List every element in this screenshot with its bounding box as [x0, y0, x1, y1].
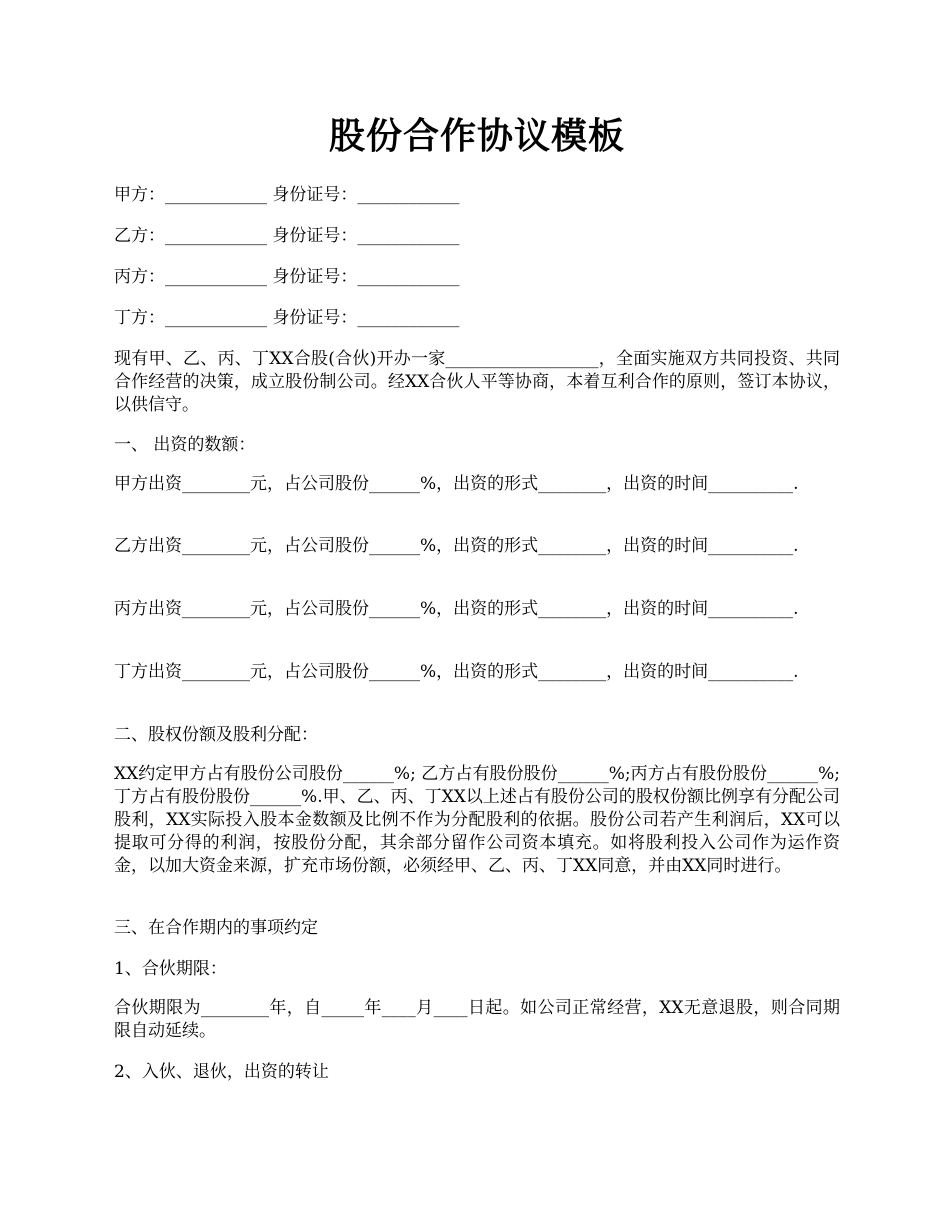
section-3-heading: 三、在合作期内的事项约定 [114, 918, 318, 938]
item-1-heading: 1、合伙期限： [114, 959, 227, 979]
item-1-body: 合伙期限为________年，自_____年____月____日起。如公司正常经营，XX无意退股，则合同期限自动延续。 [114, 998, 840, 1041]
intro-paragraph: 现有甲、乙、丙、丁XX合股(合伙)开办一家__________________，全面实施双方共同投资、共同合作经营的决策，成立股份制公司。经XX合伙人平等协商，本着互利合作的原则，签订本协议，以供信守。 [114, 349, 840, 415]
investment-line-a: 甲方出资________元，占公司股份______%，出资的形式________，出资的时间__________. [114, 474, 799, 494]
section-2-body: XX约定甲方占有股份公司股份______%; 乙方占有股份股份______%;丙方占有股份股份______%;丁方占有股份股份______%.甲、乙、丙、丁XX以上述占有股份公司的股权份额比例享有分配公司股利，XX实际投入股本金数额及比例不作为分配股利的依据。股份公司若产生利润后，XX可以提取可分得的利润，按股份分配，其余部分留作公司资本填充。如将股利投入公司作为运作资金，以加大资金来源，扩充市场份额，必须经甲、乙、丙、丁XX同意，并由XX同时进行。 [114, 764, 840, 876]
investment-line-c: 丙方出资________元，占公司股份______%，出资的形式________，出资的时间__________. [114, 599, 799, 619]
document-title: 股份合作协议模板 [328, 115, 625, 157]
investment-line-d: 丁方出资________元，占公司股份______%，出资的形式________，出资的时间__________. [114, 662, 799, 682]
item-2-heading: 2、入伙、退伙，出资的转让 [114, 1062, 329, 1082]
section-1-heading: 一、 出资的数额： [114, 435, 256, 455]
party-line-c: 丙方：____________ 身份证号：____________ [114, 267, 460, 287]
investment-line-b: 乙方出资________元，占公司股份______%，出资的形式________，出资的时间__________. [114, 536, 799, 556]
party-line-a: 甲方：____________ 身份证号：____________ [114, 185, 460, 205]
party-line-b: 乙方：____________ 身份证号：____________ [114, 226, 460, 246]
section-2-heading: 二、股权份额及股利分配： [114, 725, 318, 745]
party-line-d: 丁方：____________ 身份证号：____________ [114, 308, 460, 328]
